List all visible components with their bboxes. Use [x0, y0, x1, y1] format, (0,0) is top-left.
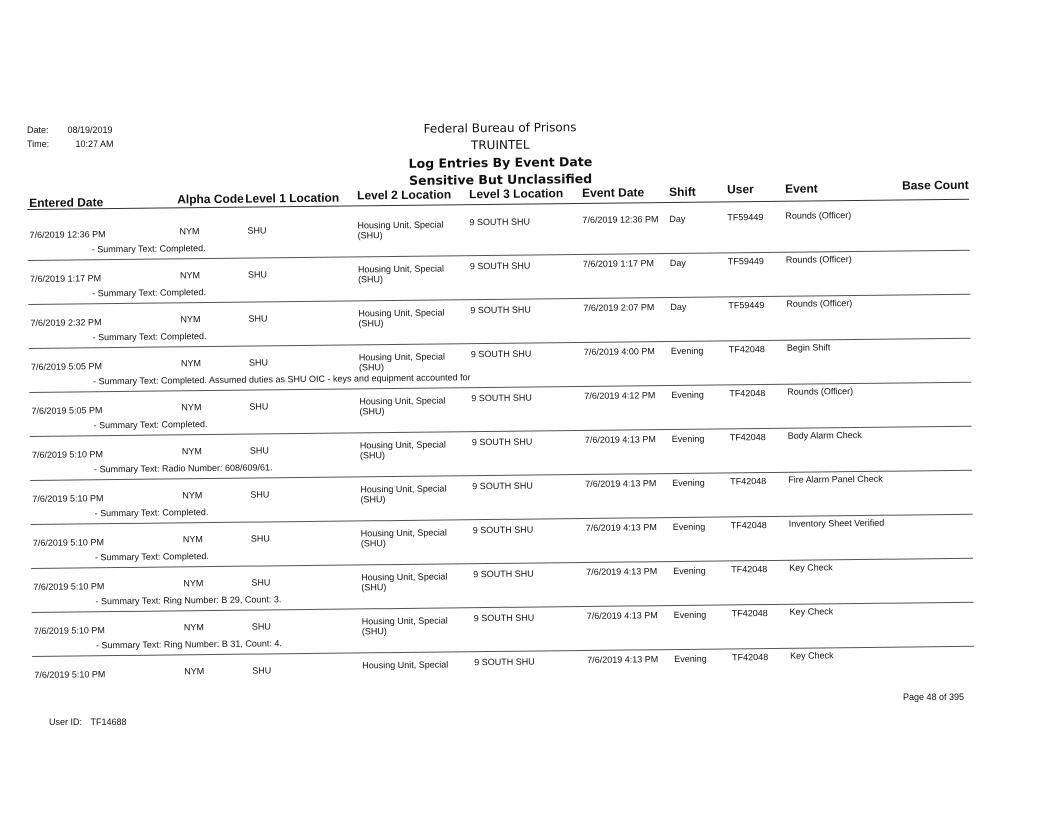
col-level3: Level 3 Location — [469, 186, 564, 202]
shift: Evening — [674, 653, 707, 665]
level3-location: 9 SOUTH SHU — [471, 392, 532, 404]
level2-location: Housing Unit, Special — [362, 659, 449, 671]
col-shift: Shift — [669, 184, 696, 200]
date-label: Date: — [27, 125, 49, 135]
event-name: Rounds (Officer) — [787, 386, 854, 397]
event-date: 7/6/2019 4:13 PM — [586, 566, 658, 577]
user-id: TF42048 — [730, 476, 767, 487]
level1-location: SHU — [249, 401, 269, 412]
level1-location: SHU — [248, 357, 268, 368]
event-date: 7/6/2019 4:00 PM — [583, 346, 655, 357]
alpha-code: NYM — [181, 446, 202, 457]
table-row — [32, 646, 974, 700]
date-value: 08/19/2019 — [67, 125, 113, 135]
system-name: TRUINTEL — [470, 137, 530, 153]
event-date: 7/6/2019 4:13 PM — [584, 434, 656, 445]
event-date: 7/6/2019 4:13 PM — [586, 610, 658, 621]
level1-location: SHU — [251, 621, 271, 632]
alpha-code: NYM — [183, 578, 204, 589]
footer-user-id — [49, 717, 127, 727]
summary-text: - Summary Text: Completed. — [93, 419, 208, 431]
shift: Day — [669, 257, 686, 269]
level3-location: 9 SOUTH SHU — [472, 480, 533, 492]
alpha-code: NYM — [180, 314, 201, 325]
level3-location: 9 SOUTH SHU — [469, 216, 530, 228]
event-date: 7/6/2019 2:07 PM — [583, 302, 655, 313]
entered-date: 7/6/2019 5:05 PM — [30, 361, 103, 372]
user-id-label: User ID: — [49, 717, 83, 727]
event-name: Body Alarm Check — [787, 429, 862, 441]
event-name: Key Check — [789, 606, 834, 617]
alpha-code: NYM — [182, 534, 203, 545]
alpha-code: NYM — [183, 622, 204, 633]
col-level1: Level 1 Location — [245, 190, 340, 206]
user-id: TF42048 — [731, 608, 768, 619]
col-level2: Level 2 Location — [357, 187, 452, 203]
user-id: TF42048 — [731, 564, 768, 575]
user-id: TF42048 — [728, 344, 765, 355]
summary-text: - Summary Text: Ring Number: B 31, Count: 4. — [95, 638, 282, 651]
entered-date: 7/6/2019 12:36 PM — [29, 229, 106, 240]
user-id: TF42048 — [730, 520, 767, 531]
summary-text: - Summary Text: Completed. — [91, 243, 206, 255]
level2-location: Housing Unit, Special (SHU) — [357, 219, 444, 241]
event-date: 7/6/2019 4:13 PM — [587, 654, 659, 665]
report-date — [27, 125, 113, 135]
event-name: Key Check — [789, 562, 833, 573]
user-id: TF59449 — [727, 212, 764, 223]
event-date: 7/6/2019 4:13 PM — [585, 478, 657, 489]
agency-name: Federal Bureau of Prisons — [423, 120, 577, 136]
level2-location: Housing Unit, Special (SHU) — [358, 307, 445, 329]
shift: Evening — [670, 345, 704, 357]
level2-location: Housing Unit, Special (SHU) — [361, 571, 448, 593]
alpha-code: NYM — [179, 270, 201, 281]
level2-location: Housing Unit, Special (SHU) — [358, 351, 445, 373]
level3-location: 9 SOUTH SHU — [474, 656, 535, 668]
entered-date: 7/6/2019 1:17 PM — [29, 273, 102, 284]
col-alpha-code: Alpha Code — [177, 191, 244, 207]
shift: Evening — [672, 521, 706, 533]
level1-location: SHU — [249, 445, 269, 456]
shift: Evening — [673, 609, 707, 621]
level3-location: 9 SOUTH SHU — [470, 348, 532, 360]
event-name: Fire Alarm Panel Check — [788, 473, 883, 485]
time-label: Time: — [27, 139, 50, 149]
entered-date: 7/6/2019 5:10 PM — [32, 537, 104, 548]
summary-text: - Summary Text: Radio Number: 608/609/61. — [94, 462, 273, 475]
user-id: TF42048 — [732, 652, 769, 663]
report-title-block — [400, 119, 601, 189]
entered-date: 7/6/2019 5:10 PM — [33, 581, 105, 592]
shift: Evening — [671, 433, 705, 445]
level1-location: SHU — [250, 489, 270, 500]
col-event-date: Event Date — [582, 185, 645, 200]
user-id: TF59449 — [727, 256, 764, 267]
level3-location: 9 SOUTH SHU — [470, 304, 531, 316]
level3-location: 9 SOUTH SHU — [471, 436, 533, 448]
user-id-value: TF14688 — [90, 717, 127, 727]
level3-location: 9 SOUTH SHU — [472, 524, 534, 536]
entered-date: 7/6/2019 5:10 PM — [34, 669, 106, 680]
time-value: 10:27 AM — [75, 139, 114, 149]
shift: Evening — [672, 477, 705, 489]
alpha-code: NYM — [181, 402, 202, 413]
event-date: 7/6/2019 1:17 PM — [582, 258, 654, 269]
summary-text: - Summary Text: Completed. — [92, 331, 207, 343]
level2-location: Housing Unit, Special (SHU) — [357, 263, 445, 285]
user-id: TF42048 — [729, 432, 766, 443]
level3-location: 9 SOUTH SHU — [473, 568, 534, 580]
col-user: User — [727, 182, 754, 197]
entered-date: 7/6/2019 5:10 PM — [33, 625, 105, 636]
level1-location: SHU — [250, 533, 270, 544]
event-name: Rounds (Officer) — [786, 298, 853, 309]
page-number: Page 48 of 395 — [903, 692, 965, 702]
shift: Day — [670, 301, 687, 313]
entered-date: 7/6/2019 2:32 PM — [30, 317, 102, 328]
shift: Evening — [673, 565, 706, 577]
level2-location: Housing Unit, Special (SHU) — [359, 395, 446, 417]
level1-location: SHU — [247, 269, 268, 280]
summary-text: - Summary Text: Ring Number: B 29, Count: 3. — [95, 594, 282, 607]
user-id: TF42048 — [729, 388, 766, 399]
level2-location: Housing Unit, Special (SHU) — [360, 527, 447, 549]
alpha-code: NYM — [184, 666, 205, 677]
level1-location: SHU — [251, 577, 271, 588]
event-date: 7/6/2019 4:12 PM — [584, 390, 656, 401]
summary-text: - Summary Text: Completed. — [92, 287, 207, 299]
level1-location: SHU — [247, 225, 267, 236]
log-entries-table — [27, 176, 974, 696]
alpha-code: NYM — [182, 490, 203, 501]
event-name: Key Check — [790, 650, 834, 661]
classification: Sensitive But Unclassified — [408, 170, 593, 188]
level1-location: SHU — [248, 313, 268, 324]
event-date: 7/6/2019 12:36 PM — [582, 214, 659, 225]
level2-location: Housing Unit, Special (SHU) — [361, 615, 448, 637]
event-name: Rounds (Officer) — [785, 210, 852, 221]
col-base-count: Base Count — [901, 177, 969, 193]
report-title: Log Entries By Event Date — [408, 153, 593, 171]
event-name: Begin Shift — [786, 342, 831, 353]
shift: Day — [669, 213, 686, 225]
col-event: Event — [784, 181, 818, 196]
shift: Evening — [671, 389, 704, 401]
summary-text: - Summary Text: Completed. Assumed duties as SHU OIC - keys and equipment accounted for — [93, 372, 471, 387]
user-id: TF59449 — [728, 300, 765, 311]
event-date: 7/6/2019 4:13 PM — [585, 522, 657, 533]
event-name: Inventory Sheet Verified — [788, 517, 885, 529]
col-entered-date: Entered Date — [29, 195, 104, 210]
level2-location: Housing Unit, Special (SHU) — [359, 439, 446, 461]
entered-date: 7/6/2019 5:05 PM — [31, 405, 103, 416]
level3-location: 9 SOUTH SHU — [473, 612, 535, 624]
entered-date: 7/6/2019 5:10 PM — [31, 449, 104, 460]
summary-text: - Summary Text: Completed. — [94, 551, 209, 563]
entered-date: 7/6/2019 5:10 PM — [32, 493, 104, 504]
alpha-code: NYM — [179, 226, 200, 237]
level1-location: SHU — [252, 665, 272, 676]
level3-location: 9 SOUTH SHU — [469, 260, 531, 272]
event-name: Rounds (Officer) — [785, 254, 852, 265]
alpha-code: NYM — [180, 358, 201, 369]
report-time — [27, 139, 114, 149]
summary-text: - Summary Text: Completed. — [94, 507, 209, 519]
level2-location: Housing Unit, Special (SHU) — [360, 483, 447, 505]
